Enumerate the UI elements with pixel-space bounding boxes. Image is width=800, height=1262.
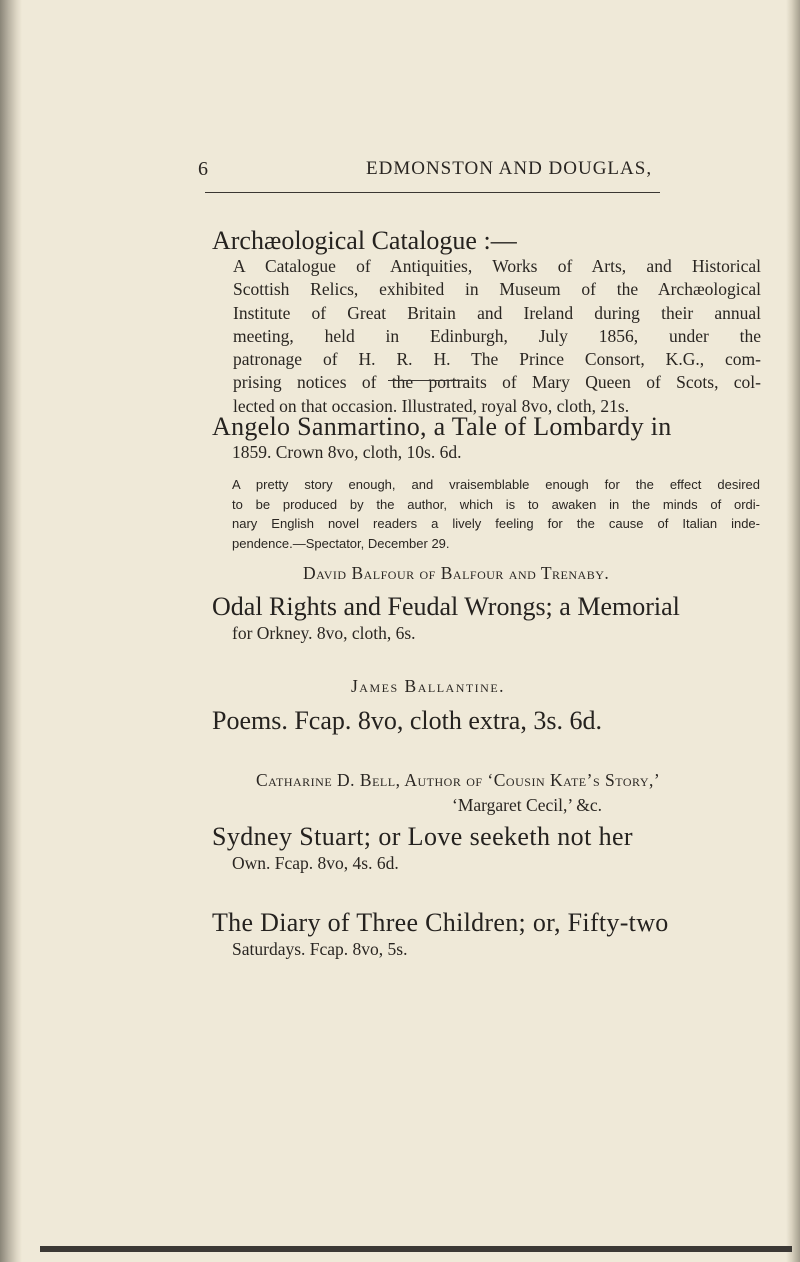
page-bottom-edge xyxy=(40,1246,792,1252)
text-line: A Catalogue of Antiquities, Works of Arts, and Historical xyxy=(233,256,761,276)
text-line: patronage of H. R. H. The Prince Consort, K.G., com- xyxy=(233,349,761,370)
page-edge-shadow xyxy=(786,0,800,1262)
author-catharine-bell-cont: ‘Margaret Cecil,’ &c. xyxy=(452,795,602,815)
entry-title-sydney-stuart: Sydney Stuart; or Love seeketh not her xyxy=(212,822,633,851)
review-quote xyxy=(232,475,760,553)
entry-title-diary-three-children: The Diary of Three Children; or, Fifty-two xyxy=(212,908,669,937)
text-line: nary English novel readers a lively feeling for the cause of Italian inde- xyxy=(232,516,760,531)
text-line: to be produced by the author, which is to awaken in the minds of ordi- xyxy=(232,496,760,512)
text-line: Scottish Relics, exhibited in Museum of the Archæological xyxy=(233,279,761,300)
entry-details-odal-rights: for Orkney. 8vo, cloth, 6s. xyxy=(232,623,416,643)
text-line: Institute of Great Britain and Ireland during their annual xyxy=(233,302,761,323)
text-line: lected on that occasion. Illustrated, royal 8vo, cloth, 21s. xyxy=(233,395,630,416)
text-line: pendence.—Spectator, December 29. xyxy=(232,535,450,551)
text-line: meeting, held in Edinburgh, July 1856, under the xyxy=(233,325,761,346)
entry-details-sydney-stuart: Own. Fcap. 8vo, 4s. 6d. xyxy=(232,853,399,873)
running-title: EDMONSTON AND DOUGLAS, xyxy=(366,158,653,179)
running-header xyxy=(198,158,658,186)
text-line: A pretty story enough, and vraisemblable enough for the effect desired xyxy=(232,477,760,492)
section-divider xyxy=(388,380,468,381)
text-line: prising notices of the portraits of Mary Queen of Scots, col- xyxy=(233,372,761,393)
entry-title-poems: Poems. Fcap. 8vo, cloth extra, 3s. 6d. xyxy=(212,706,602,735)
author-james-ballantine: James Ballantine. xyxy=(351,676,506,696)
entry-details-angelo-sanmartino: 1859. Crown 8vo, cloth, 10s. 6d. xyxy=(232,442,462,462)
entry-details-diary-three-children: Saturdays. Fcap. 8vo, 5s. xyxy=(232,939,408,959)
page-binding-shadow xyxy=(0,0,22,1262)
page-number: 6 xyxy=(198,158,208,180)
header-rule xyxy=(205,192,660,193)
entry-title-archaeological-catalogue: Archæological Catalogue :— xyxy=(212,226,517,255)
author-david-balfour: David Balfour of Balfour and Trenaby. xyxy=(303,563,610,583)
author-catharine-bell: Catharine D. Bell, Author of ‘Cousin Kate’s Story,’ xyxy=(256,770,661,790)
entry-title-angelo-sanmartino: Angelo Sanmartino, a Tale of Lombardy in xyxy=(212,412,672,441)
entry-title-odal-rights: Odal Rights and Feudal Wrongs; a Memorial xyxy=(212,592,680,621)
entry-description-archaeological-catalogue xyxy=(233,255,761,418)
